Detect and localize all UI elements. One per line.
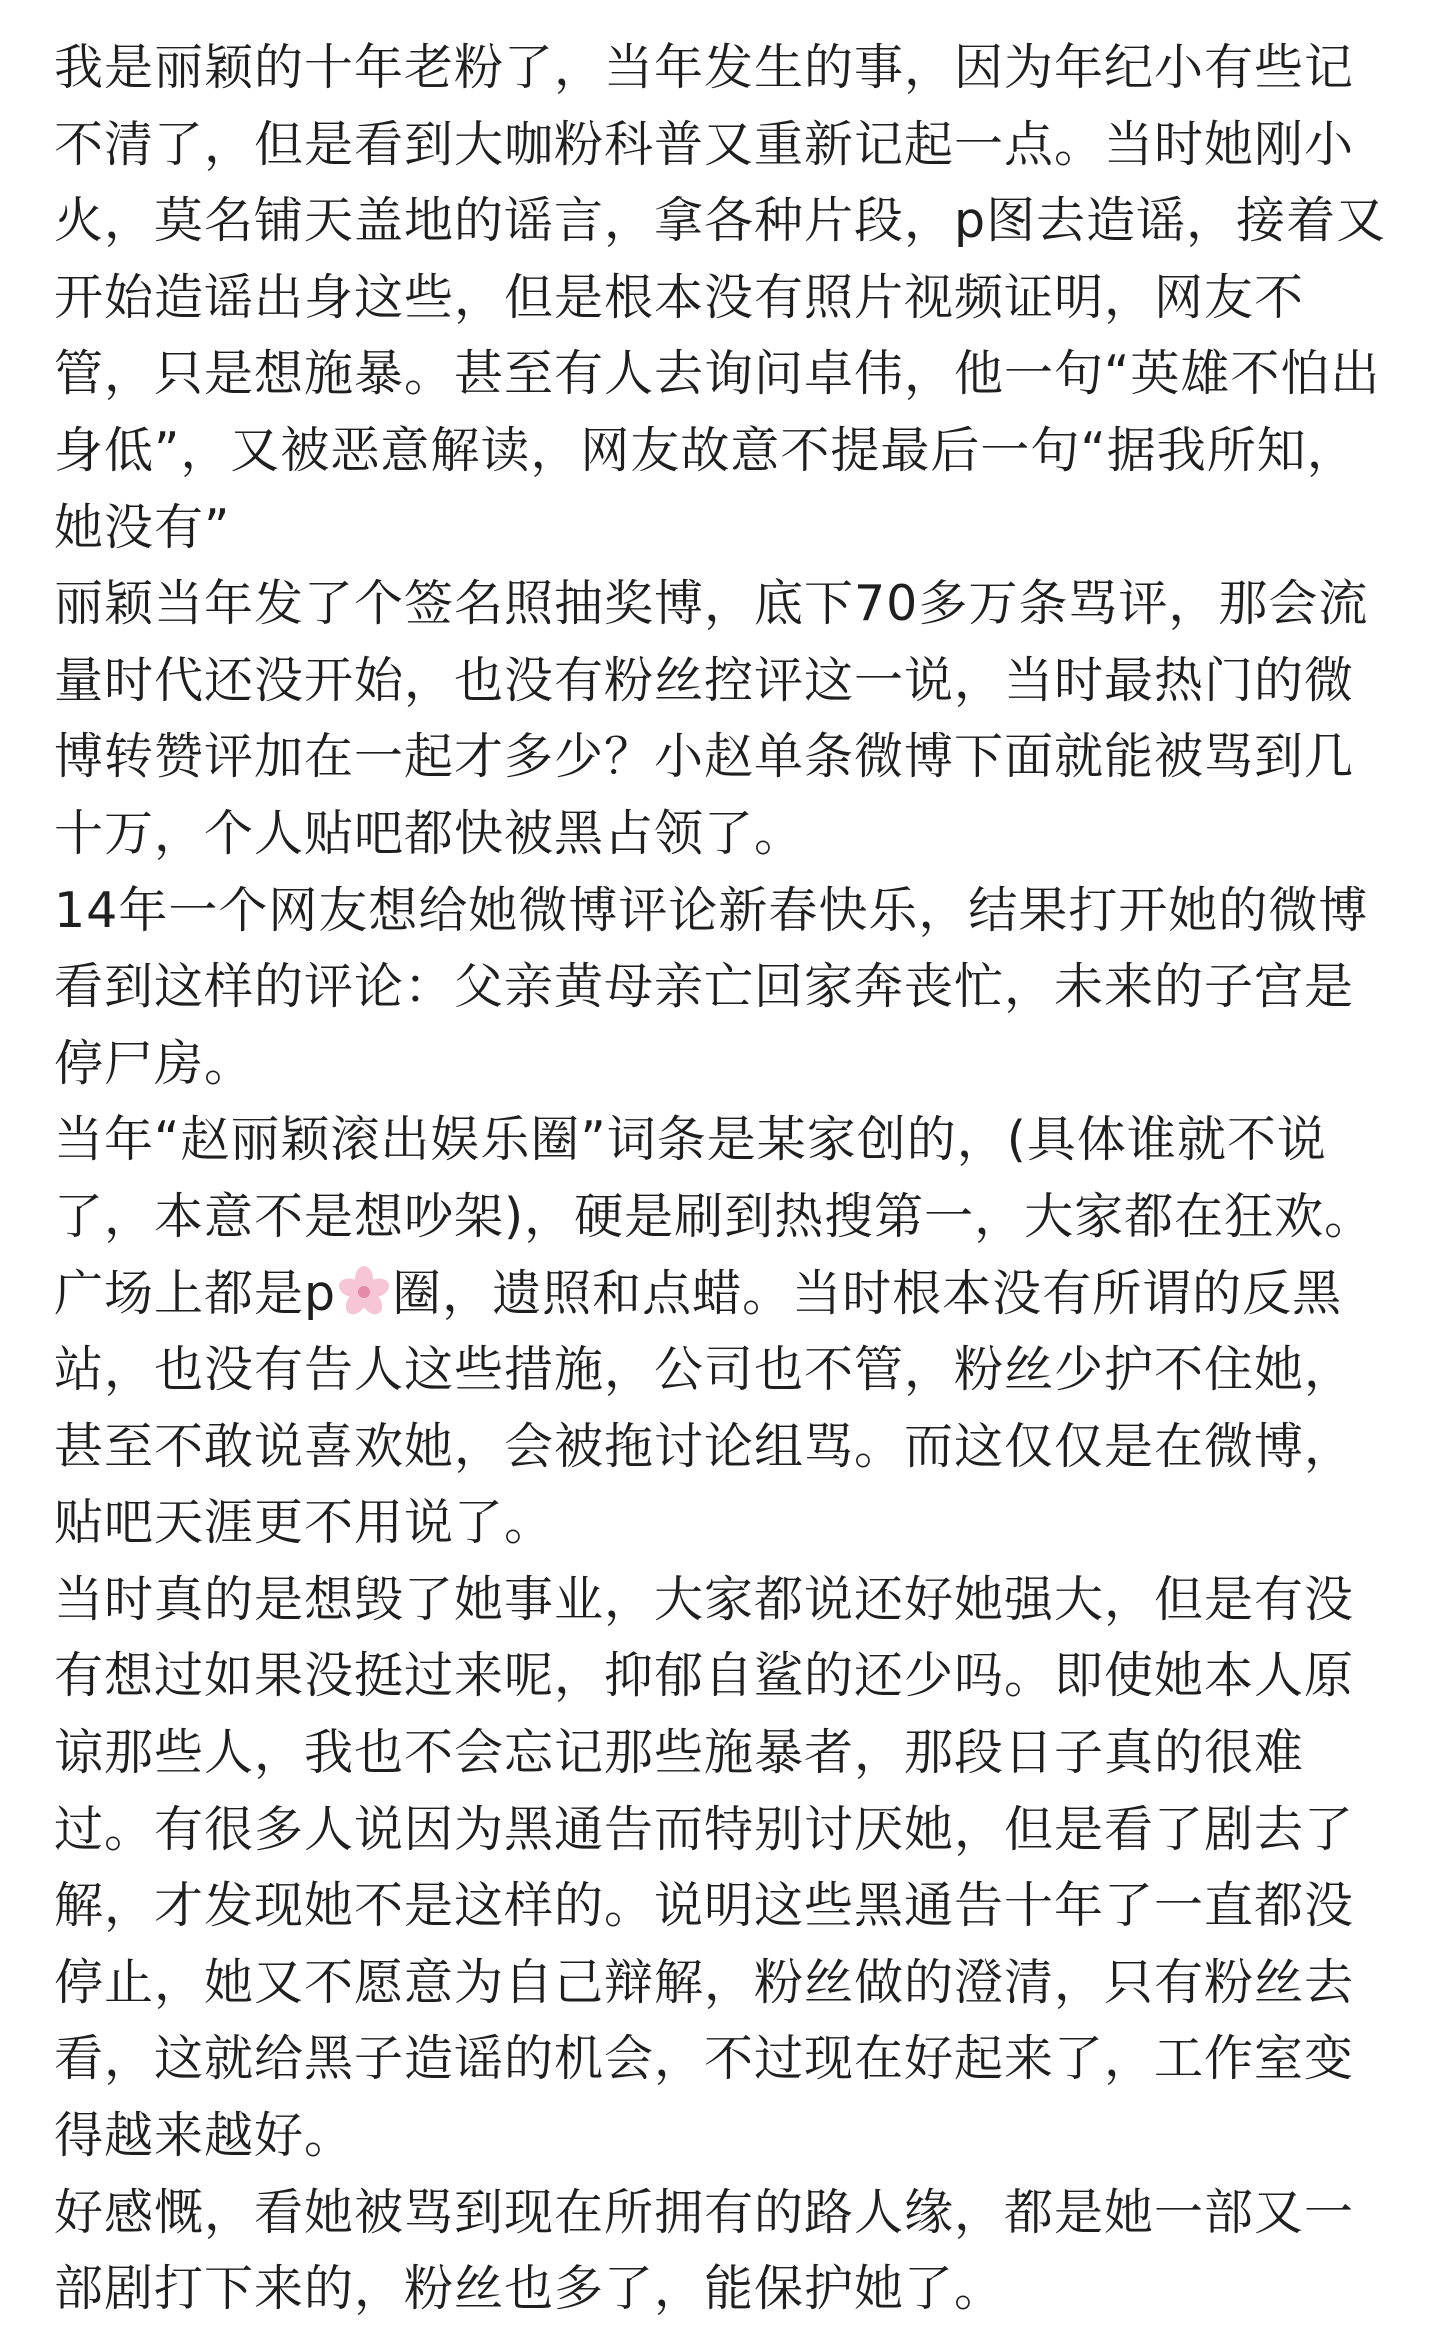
post-body bbox=[54, 30, 1394, 2328]
paragraph-3: 14年一个网友想给她微博评论新春快乐，结果打开她的微博看到这样的评论：父亲黄母亲亡回家奔丧忙，未来的子宫是停尸房。 bbox=[54, 881, 1369, 1092]
paragraph-4 bbox=[54, 1102, 1394, 1562]
paragraph-6: 好感慨，看她被骂到现在所拥有的路人缘，都是她一部又一部剧打下来的，粉丝也多了，能保护她了。 bbox=[54, 2183, 1355, 2318]
cherry-blossom-icon bbox=[338, 1264, 390, 1316]
paragraph-4-after: 圈，遗照和点蜡。当时根本没有所谓的反黑站，也没有告人这些措施，公司也不管，粉丝少护不住她，甚至不敢说喜欢她，会被拖讨论组骂。而这仅仅是在微博，贴吧天涯更不用说了。 bbox=[54, 1264, 1355, 1552]
paragraph-1: 我是丽颖的十年老粉了，当年发生的事，因为年纪小有些记不清了，但是看到大咖粉科普又重新记起一点。当时她刚小火，莫名铺天盖地的谣言，拿各种片段，p图去造谣，接着又开始造谣出身这些，但是根本没有照片视频证明，网友不管，只是想施暴。甚至有人去询问卓伟，他一句“英雄不怕出身低”，又被恶意解读，网友故意不提最后一句“据我所知，她没有” bbox=[54, 39, 1387, 556]
paragraph-5: 当时真的是想毁了她事业，大家都说还好她强大，但是有没有想过如果没挺过来呢，抑郁自鲨的还少吗。即使她本人原谅那些人，我也不会忘记那些施暴者，那段日子真的很难过。有很多人说因为黑通告而特别讨厌她，但是看了剧去了解，才发现她不是这样的。说明这些黑通告十年了一直都没停止，她又不愿意为自己辩解，粉丝做的澄清，只有粉丝去看，这就给黑子造谣的机会，不过现在好起来了，工作室变得越来越好。 bbox=[54, 1570, 1355, 2165]
paragraph-2: 丽颖当年发了个签名照抽奖博，底下70多万条骂评，那会流量时代还没开始，也没有粉丝控评这一说，当时最热门的微博转赞评加在一起才多少？小赵单条微博下面就能被骂到几十万，个人贴吧都快被黑占领了。 bbox=[54, 575, 1369, 862]
paragraph-4-before: 当年“赵丽颖滚出娱乐圈”词条是某家创的，(具体谁就不说了，本意不是想吵架)，硬是刷到热搜第一，大家都在狂欢。广场上都是p bbox=[54, 1111, 1375, 1322]
